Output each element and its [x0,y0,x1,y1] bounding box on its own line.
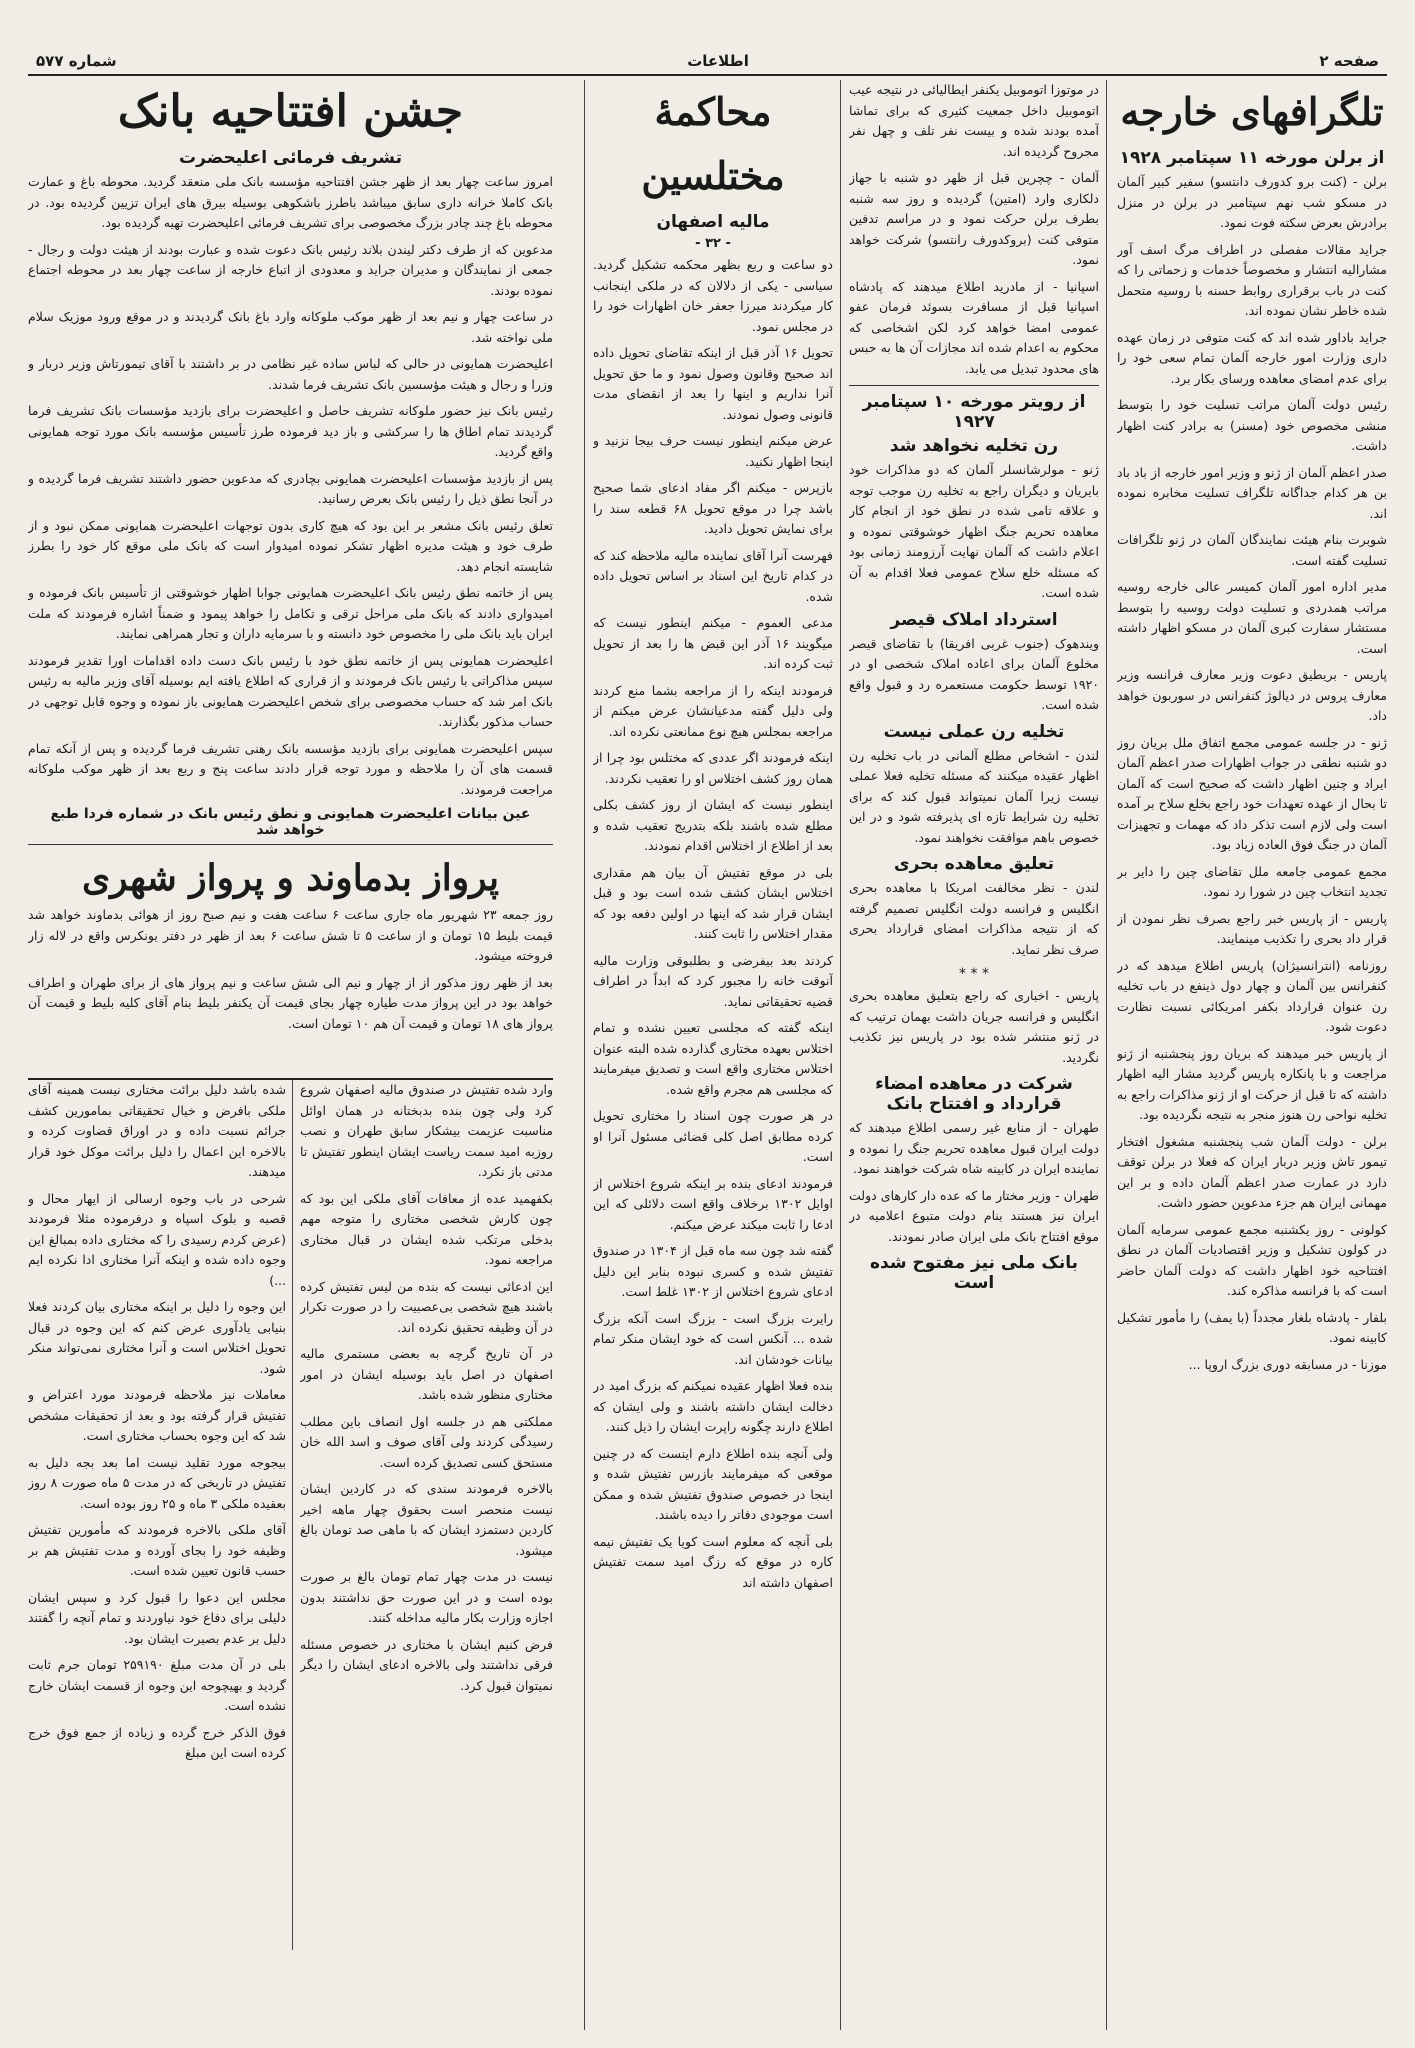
section-heading: تخلیه رن عملی نیست [883,721,1065,742]
article-paragraph: بلی آنچه که معلوم است کویا یک تفتیش نیمه کاره در موقع که رزگ امید سمت تفتیش اصفهان داشته اند [593,1533,833,1590]
foreign-telegrams-column [1117,80,1387,2030]
article-paragraph: در ساعت چهار و نیم بعد از ظهر موکب ملوکانه وارد باغ بانک گردیدند و در موقع ورود موزیک سلام ملی نواخته شد. [28,309,553,345]
article-paragraph: آقای ملکی بالاخره فرمودند که مأمورین تفتیش وظیفه خود را بجای آورده و مدت تفتیش هم بر حسب قانون تعیین شده است. [28,1522,286,1578]
bank-footnote: عین بیانات اعلیحضرت همایونی و نطق رئیس بانک در شماره فردا طبع خواهد شد [50,806,531,838]
article-paragraph: جراید مقالات مفصلی در اطراف مرگ اسف آور مشارالیه انتشار و مخصوصاً خدمات و زحماتی را که کنت در باب برقراری روابط حسنه با روسیه متحمل شده خاطر نشان نموده اند. [1117,241,1387,318]
bank-opening-title: جشن افتتاحیه بانک [117,86,464,137]
article-paragraph: در هر صورت چون اسناد را مختاری تحویل کرده مطابق اصل کلی قضائی مسئول آنرا او است. [593,1108,833,1164]
article-paragraph: پس از بازدید مؤسسات اعلیحضرت همایونی بچادری که مدعوین حضور داشتند تشریف فرما گردیده و در آنجا نطق ذیل را رئیس بانک بعرض رسانید. [28,470,553,506]
article-paragraph: معاملات نیز ملاحظه فرمودند مورد اعتراض و تفتیش قرار گرفته بود و بعد از تحقیقات مشخص شد که این وجوه بحساب مختاری است. [28,1387,286,1443]
article-paragraph: مدعوین که از طرف دکتر لیندن بلاند رئیس بانک دعوت شده و عبارت بودند از هیئت دولت و رجال - جمعی از نمایندگان و مدیران جراید و معدودی از اتباع خارجه از ساعت چهار بعد در محوطه اجتماع نموده بودند. [28,241,553,298]
trial-part-number: - ۳۲ - [695,236,731,251]
page-number: صفحه ۲ [1319,52,1379,70]
article-paragraph: گفته شد چون سه ماه قبل از ۱۳۰۴ در صندوق تفتیش شده و کسری نبوده بنابر این دلیل ادعای شروع اختلاس از ۱۳۰۲ غلط است. [593,1243,833,1299]
trial-continued-column-1 [300,1080,553,1950]
article-paragraph: اسپانیا - از مادرید اطلاع میدهند که پادشاه اسپانیا قبل از مسافرت بسوئد فرمان عفو عمومی امضا خواهد کرد لکن اشخاصی که محکوم به اعدام شده اند مجازات آن ها به حبس های محدود تبدیل می یابد. [849,278,1099,376]
ornament: * * * [959,966,989,982]
issue-number: شماره ۵۷۷ [36,52,117,70]
article-paragraph: برلن - دولت آلمان شب پنجشنبه مشغول افتخار تیمور تاش وزیر دربار ایران که فعلا در برلن توقف دارد در عمارت صدر اعظم آلمان داده و بر این مهمانی ایران هم جزء مدعوین حضور داشت. [1117,1133,1387,1210]
foreign-telegrams-title: تلگرافهای خارجه [1120,89,1384,134]
column-divider [292,1080,293,1950]
article-paragraph: بکفهمید عده از معافات آقای ملکی این بود که چون کارش شخصی مختاری را متوجه مهم بدخلی مرتکب شده ایشان در قبال مختاری مراجعه نمود. [300,1190,553,1267]
article-paragraph: بلی در آن مدت مبلغ ۲۵۹۱۹۰ تومان جرم ثابت گردید و بهیچوجه این وجوه از قسمت ایشان خارج نشده است. [28,1657,286,1713]
article-paragraph: بلی در موقع تفتیش آن بیان هم مقداری اختلاس ایشان کشف شده است بود و قبل ایشان قرار شد که اینها در اولین دفعه بود که مقدار اختلاس را ثابت کنند. [593,864,833,941]
masthead [28,48,1387,76]
trial-subtitle: مالیه اصفهان [656,212,770,232]
article-paragraph: مدعی العموم - میکنم اینطور نیست که میگویند ۱۶ آذر این قبض ها را بعد از تحویل ثبت کرده اند. [593,615,833,671]
article-paragraph: کولونی - روز یکشنبه مجمع عمومی سرمایه آلمان در کولون تشکیل و وزیر اقتصادیات آلمان در نطق افتتاحیه خود اظهار داشت که دولت آلمان حاضر است که با فرانسه مذاکره کند. [1117,1221,1387,1298]
article-paragraph: موزنا - در مسابقه دوری بزرگ اروپا ... [1188,1356,1387,1372]
section-heading: شرکت در معاهده امضاء قرارداد و افتتاح بانک [875,1074,1073,1114]
article-paragraph: فرمودند ادعای بنده بر اینکه شروع اختلاس از اوایل ۱۳۰۲ برخلاف واقع است دلائلی که این ادعا را ثابت میکند عرض میکنم. [593,1175,833,1232]
article-paragraph: اینطور نیست که ایشان از روز کشف بکلی مطلع شده باشند بلکه بتدریج تعقیب شده و بعد از اطلاع از اختلاس اقدام نمودند. [593,797,833,853]
article-paragraph: مدیر اداره امور آلمان کمیسر عالی خارجه روسیه مراتب همدردی و تسلیت دولت روسیه را بتوسط مستشار سفارت کبری آلمان در مسکو اظهار داشته است. [1117,579,1387,656]
column-divider [840,80,841,2030]
trial-title: محاکمهٔ مختلسین [641,89,785,198]
article-paragraph: روزنامه (انترانسیژان) پاریس اطلاع میدهد که در کنفرانس بین آلمان و چهار دول ذینفع در باب تخلیه رن عنوان قرارداد بکفر امریکائی نسبت نظارت دعوت شود. [1117,957,1387,1034]
foreign-dateline: از برلن مورخه ۱۱ سپتامبر ۱۹۲۸ [1119,148,1385,168]
article-paragraph: جراید باداور شده اند که کنت متوفی در زمان عهده داری وزارت امور خارجه آلمان تمام سعی خود را برای عدم امضای معاهده ورسای بکار برد. [1117,329,1387,386]
column-divider [584,80,585,2030]
article-paragraph: در موتوزا اتوموبیل یکنفر ایطالیائی در نتیجه عیب اتوموبیل داخل جمعیت کثیری که برای تماشا آمده بودند شده و بیست نفر تلف و چهل نفر مجروح گردیده اند. [849,82,1099,159]
article-paragraph: وارد شده تفتیش در صندوق مالیه اصفهان شروع کرد ولی چون بنده بدبختانه در همان اوائل مناسبت عزیمت بیشکار سابق طهران و نصب روزبه امید سمت ریاست ایشان اینطور تفتیش تا مدتی باز نکرد. [300,1082,553,1179]
article-paragraph: پاریس - بریطیق دعوت وزیر معارف فرانسه وزیر معارف پروس در دیالوژ کنفرانس در سوربون خواهد داد. [1117,667,1387,723]
article-paragraph: لندن - نظر مخالفت امریکا با معاهده بحری انگلیس و فرانسه دولت انگلیس تصمیم گرفته که از نتیجه مذاکرات امضای قرارداد بحری صرف نظر نماید. [849,880,1099,957]
article-paragraph: رئیس بانک نیز حضور ملوکانه تشریف حاصل و اعلیحضرت برای بازدید مؤسسات بانک تشریف فرما گردیدند تمام اطاق ها را سرکشی و باز دید فرموده طرز تأسیس مؤسسه بانک مورد توجه همایونی واقع گردید. [28,403,553,459]
article-paragraph: شوبرت بنام هیئت نمایندگان آلمان در ژنو تلگرافات تسلیت گفته است. [1117,532,1387,568]
closing-line: بانک ملی نیز مفتوح شده است [870,1253,1078,1293]
article-paragraph: پس از خاتمه نطق رئیس بانک اعلیحضرت همایونی جوابا اظهار خوشوقتی از تأسیس بانک فرموده و امیدواری دادند که بانک ملی مراحل ترقی و تکامل را خواهد پیمود و ضمناً اشاره فرمودند که ملت ایران باید بانک ملی را مخصوص خود دانسته و با سرمایه داران و تجار همراهی نمایند. [28,585,553,641]
trial-continued-column-2 [28,1080,286,1950]
article-paragraph: سپس اعلیحضرت همایونی برای بازدید مؤسسه بانک رهنی تشریف فرما گردیده و پس از آنکه تمام قسمت های آن را ملاحظه و مورد توجه قرار دادند ساعت پنج و ربع بعد از ظهر موکب ملوکانه مراجعت فرمودند. [28,740,553,797]
article-paragraph: بلفار - پادشاه بلغار مجدداً (با یمف) را مأمور تشکیل کابینه نمود. [1117,1309,1387,1345]
article-paragraph: تعلق رئیس بانک مشعر بر این بود که هیچ کاری بدون توجهات اعلیحضرت همایونی ممکن نبود و از طرف خود و هیئت مدیره اظهار تشکر نموده امیدوار است که بانک ملی موقع کار خود را بطرز شایسته انجام دهد. [28,517,553,574]
article-paragraph: این وجوه را دلیل بر اینکه مختاری بیان کردند فعلا بنیابی یادآوری عرض کنم که این وجوه در قبال تحویل اختلاس است و آنرا مختاری نمی‌تواند منکر شود. [28,1299,286,1376]
article-paragraph: بعد از ظهر روز مذکور از از چهار و نیم الی شش ساعت و نیم پرواز های از برای طهران و اطراف خواهد بود در این پرواز مدت طیاره چهار بجای قیمت آن یکنفر بلیط بنام آقای کلیه بلیط و قیمت آن پرواز های ۱۸ تومان و قیمت آن هم ۱۰ تومان است. [28,974,553,1031]
article-paragraph: صدر اعظم آلمان از ژنو و وزیر امور خارجه از باد باد بن هر کدام جداگانه تلگراف تسلیت مخابره نموده اند. [1117,464,1387,521]
article-paragraph: طهران - از منابع غیر رسمی اطلاع میدهند که دولت ایران قبول معاهده تحریم جنگ را نموده و نماینده ایران در کابینه شاه شرکت خواهند نمود. [849,1120,1099,1176]
article-paragraph: رئیس دولت آلمان مراتب تسلیت خود را بتوسط منشی مخصوص خود (مسنر) به برادر کنت اظهار داشت. [1117,397,1387,453]
article-paragraph: ویندهوک (جنوب غربی افریقا) با تقاضای قیصر مخلوع آلمان برای اعاده املاک شخصی او در ۱۹۲۰ توسط حکومت مستعمره رد و قبول واقع شده است. [849,635,1099,712]
article-paragraph: نیست در مدت چهار تمام تومان بالغ بر صورت بوده است و در این صورت حق نداشتند بدون اجازه وزارت بکار مالیه مداخله کنند. [300,1569,553,1625]
article-paragraph: بازپرس - میکنم اگر مفاد ادعای شما صحیح باشد چرا در موقع تحویل ۶۸ قطعه سند را برای نمایش تحویل دادید. [593,480,833,536]
article-paragraph: ولی آنچه بنده اطلاع دارم اینست که در چنین موقعی که میفرمایند بازرس تفتیش شده و اینجا در خصوص صندوق تفتیش شده و ممکن است موجودی دفاتر را دیده باشند. [593,1445,833,1522]
article-paragraph: اعلیحضرت همایونی در حالی که لباس ساده غیر نظامی در بر داشتند با آقای تیمورتاش وزیر دربار و وزرا و رجال و هیئت مؤسسین بانک تشریف فرما شدند. [28,356,553,392]
article-paragraph: طهران - وزیر مختار ما که عده دار کارهای دولت ایران نیز هستند بنام دولت متبوع اعلامیه در موقع افتتاح بانک ملی ایران صادر نمودند. [849,1187,1099,1244]
article-paragraph: اعلیحضرت همایونی پس از خاتمه نطق خود با رئیس بانک دست داده اقدامات اورا تقدیر فرمودند سپس مذاکراتی با رئیس بانک فرمودند و از قراری که اطلاع یافته ایم بوسیله آقای وزیر مالیه به رئیس بانک امر شد که حساب مخصوصی برای شخص اعلیحضرت همایونی باز نموده و وجوه قابل توجهی در حساب مذکور بگذارند. [28,652,553,729]
article-paragraph: ژنو - مولرشانسلر آلمان که دو مذاکرات خود بایریان و دیگران راجع به تخلیه رن موجب توجه و علاقه تامی شده در نطق خود از انجام کار معاهده تحریم جنگ اظهار خوشوقتی نموده و اعلام داشت که آلمان نهایت آرزومند زمانی بود که مسئله خلع سلاح عمومی فعلا اقدام به آن شده است. [849,462,1099,600]
section-heading: رن تخلیه نخواهد شد [889,436,1059,456]
article-paragraph: کردند بعد بیفرضی و بطلبوقی وزارت مالیه آنوقت خانه را مجبور کرد که ابداً در اطراف قضیه تحقیقاتی نماید. [593,952,833,1009]
article-paragraph: این ادعائی نیست که بنده من لیس تفتیش کرده باشند هیچ شخصی بی‌عصبیت را در صورت تکرار در آن وظیفه تحقیق نکرده اند. [300,1278,553,1335]
telegrams-continued-column [849,80,1099,2030]
article-paragraph: اینکه فرمودند اگر عددی که مختلس بود چرا از همان روز کشف اختلاس او را تعقیب نکردند. [593,750,833,786]
article-paragraph: در آن تاریخ گرچه به بعضی مستمری مالیه اصفهان در اصل باید بوسیله ایشان در امور مختاری منظور شده باشد. [300,1346,553,1402]
article-paragraph: اینکه گفته که مجلسی تعیین نشده و تمام اختلاس بعهده مختاری گذارده شده البته عنوان اختلاس مختاری واقع است و تصدیق میفرمایند که مجلسی هم مجرم واقع شده. [593,1020,833,1097]
article-paragraph: بنده فعلا اظهار عقیده نمیکنم که بزرگ امید در دخالت ایشان داشته باشند و ولی ایشان که اطلاع دارند چگونه راپرت ایشان را ذیل کنند. [593,1378,833,1434]
article-paragraph: لندن - اشخاص مطلع آلمانی در باب تخلیه رن اظهار عقیده میکنند که مسئله تخلیه فعلا عملی نیست زیرا آلمان نمیتواند قبول کند که برای تخلیه رن شرایط تازه ای پذیرفته شود و در این خصوص باهم موافقت نخواهند نمود. [849,747,1099,845]
article-paragraph: مجلس این دعوا را قبول کرد و سپس ایشان دلیلی برای دفاع خود نیاوردند و تمام آنچه را گفتند دلیل بر عدم بصیرت ایشان بود. [28,1589,286,1646]
article-paragraph: ژنو - در جلسه عمومی مجمع اتفاق ملل بریان روز دو شنبه نطقی در جواب اظهارات صدر اعظم آلمان ایراد و چنین اظهار داشت که صحیح است که آلمان تا بحال از عهده تعهدات خود راجع بخلع سلاح بر آمده است ولی لازم است تذکر داد که مهمات و تجهیزات آلمان در جنگ فوق العاده زیاد بود. [1117,734,1387,852]
column-divider [1106,80,1107,2030]
divider [849,385,1099,386]
article-paragraph: روز جمعه ۲۳ شهریور ماه جاری ساعت ۶ ساعت هفت و نیم صبح روز از هوائی بدماوند خواهد شد قیمت بلیط ۱۵ تومان و از ساعت ۵ تا شش ساعت ۶ بعد از ظهر در دفتر یونکرس واقع در لاله زار فروخته میشود. [28,907,553,963]
article-paragraph: فهرست آنرا آقای نماینده مالیه ملاحظه کند که در کدام تاریخ این اسناد بر اساس تحویل داده شده. [593,547,833,604]
article-paragraph: بیجوجه مورد تقلید نیست اما بعد بجه دلیل به تفتیش در تاریخی که در مدت ۵ ماه صورت ۸ روز بعقیده ملکی ۳ ماه و ۲۵ روز بوده است. [28,1454,286,1511]
article-paragraph: برلن - (کنت برو کدورف دانتسو) سفیر کبیر آلمان در مسکو شب نهم سپتامبر در برلن در منزل برادرش بعرض سکته فوت نمود. [1117,174,1387,230]
article-paragraph: امروز ساعت چهار بعد از ظهر جشن افتتاحیه مؤسسه بانک ملی منعقد گردید. محوطه باغ و عمارت بانک کاملا خرانه داری سابق میباشد باطرز باشکوهی بوسیله بیرق های ایران تزیین گردیده بود. در محوطه باغ چند چادر بزرگ مخصوصی برای تشریف فرمائی اعلیحضرت تهیه گردیده بود. [28,174,553,230]
article-paragraph: فرض کنیم ایشان با مختاری در خصوص مسئله فرقی نداشتند ولی بالاخره ادعای ایشان را دیگر نمیتوان قبول کرد. [300,1636,553,1693]
article-paragraph: پاریس - از پاریس خبر راجع بصرف نظر نمودن از قرار داد بحری را تکذیب مینمایند. [1117,910,1387,946]
bank-opening-subtitle: تشریف فرمائی اعلیحضرت [179,148,402,168]
divider [28,844,553,845]
article-paragraph: مجمع عمومی جامعه ملل تقاضای چین را دایر بر تجدید انتخاب چین در شورا رد نمود. [1117,863,1387,899]
flight-title: پرواز بدماوند و پرواز شهری [81,857,500,899]
trial-column [593,80,833,2030]
article-paragraph: شرحی در باب وجوه ارسالی از ایهار محال و قصبه و بلوک اسپاه و درفرموده مثلا فرمودند (عرض کردم رسیدی را که مختاری داده بمبالغ این وجوه داده شده و اینکه آنرا مختاری ادا نکرده ایم ...) [28,1190,286,1288]
article-paragraph: بالاخره فرمودند سندی که در کاردین ایشان نیست منحصر است بحقوق چهار ماهه اخیر کاردین دستمزد ایشان که با ماهی صد تومان بالغ میشود. [300,1481,553,1558]
paper-name: اطلاعات [687,52,749,70]
article-paragraph: عرض میکنم اینطور نیست حرف بیجا نزنید و اینجا اظهار نکنید. [593,433,833,469]
reuters-dateline: از رویتر مورخه ۱۰ سپتامبر ۱۹۲۷ [862,392,1086,432]
article-paragraph: دو ساعت و ربع بظهر محکمه تشکیل گردید. سیاسی - یکی از دلالان که در ملکی اینجانب کار میکردند میرزا جعفر خان اظهارات خود را در مجلس نمود. [593,257,833,334]
article-paragraph: شده باشد دلیل برائت مختاری نیست همینه آقای ملکی بافرض و خیال تحقیقاتی بمامورین کشف جرائم نسبت داده و در اوراق قضاوت کرده و بالاخره این اعمال را دلیل برائت موکل خود قرار میدهند. [28,1082,286,1179]
section-heading: تعلیق معاهده بحری [894,854,1054,874]
article-paragraph: آلمان - چچرین قبل از ظهر دو شنبه با جهاز دلکاری وارد (امتین) گردیده و روز سه شنبه بطرف برلن حرکت نمود و در مراسم تدفین متوفی کنت (بروکدورف رانتسو) شرکت خواهد نمود. [849,170,1099,267]
article-paragraph: فرمودند اینکه را از مراجعه بشما منع کردند ولی دلیل گفته مدعیانشان عرض میکنم از مراجعه بمجلس هیچ نوع ممانعتی نکرده اند. [593,682,833,739]
article-paragraph: تحویل ۱۶ آذر قبل از اینکه تقاضای تحویل داده اند صحیح وقانون وصول نمود و ما حق تحویل آنرا نداریم و اینها را بعد از انقضای مدت قانونی وصول نمودند. [593,345,833,422]
article-paragraph: پاریس - اخباری که راجع بتعلیق معاهده بحری انگلیس و فرانسه جریان داشت بهمان ترتیب که در ژنو منتشر شده بود در پاریس نیز تکذیب نگردید. [849,988,1099,1065]
article-paragraph: رایرت بزرگ است - بزرگ است آنکه بزرگ شده ... آنکس است که خود ایشان منکر تمام بیانات خودشان اند. [593,1310,833,1367]
bank-opening-block [28,80,553,1080]
article-paragraph: از پاریس خبر میدهند که بریان روز پنجشنبه از ژنو مراجعت و با پانکاره پاریس گردید مشار الیه اظهار داشته که تا قبل از حرکت او از ژنو مذاکرات راجع به تخلیه نواحی رن هنوز منجر به نتیجه نگردیده بود. [1117,1045,1387,1122]
article-paragraph: فوق الذکر خرج گرده و زیاده از جمع فوق خرج کرده است این مبلغ [28,1724,286,1760]
section-heading: استرداد املاک قیصر [890,609,1058,630]
article-paragraph: مملکتی هم در جلسه اول انصاف باین مطلب رسیدگی کردند ولی آقای صوف و اسد الله خان مستحق کسی تصدیق کرده است. [300,1413,553,1470]
